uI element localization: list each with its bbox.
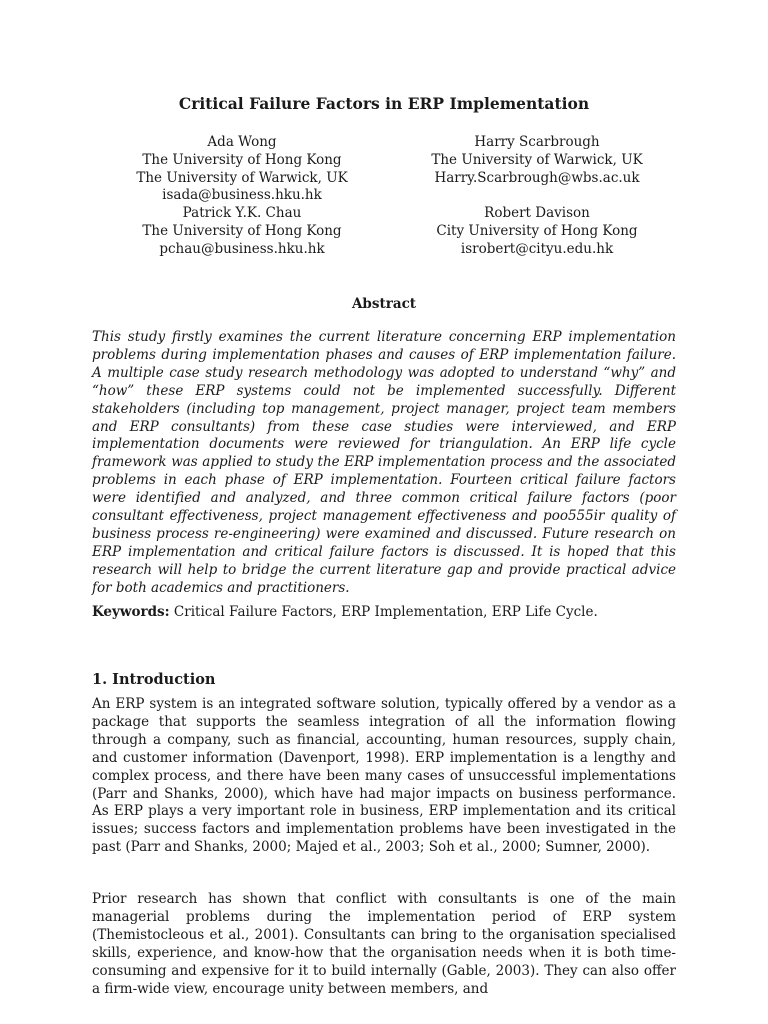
author-column-right xyxy=(392,134,682,259)
author-affiliation: The University of Hong Kong xyxy=(142,151,342,168)
body-paragraph: An ERP system is an integrated software solution, typically offered by a vendor as a package that supports the seamless integration of all the information flowing through a company, such as financial, accounting, human resources, supply chain, and customer information (Davenport, 1998). ERP implementation is a lengthy and complex process, and there have been many cases of unsuccessful implementations (Parr and Shanks, 2000), which have had major impacts on business performance. As ERP plays a very important role in business, ERP implementation and its critical issues; success factors and implementation problems have been investigated in the past (Parr and Shanks, 2000; Majed et al., 2003; Soh et al., 2000; Sumner, 2000). xyxy=(92,696,676,856)
author-email: Harry.Scarbrough@wbs.ac.uk xyxy=(434,169,640,186)
author-email: isrobert@cityu.edu.hk xyxy=(460,240,614,257)
paper-title: Critical Failure Factors in ERP Implementation xyxy=(178,94,590,113)
author-name: Robert Davison xyxy=(484,205,590,222)
keywords-text: Critical Failure Factors, ERP Implementation, ERP Life Cycle. xyxy=(169,604,598,620)
abstract-heading: Abstract xyxy=(351,296,417,312)
author-email: pchau@business.hku.hk xyxy=(159,240,325,257)
author-email: isada@business.hku.hk xyxy=(162,187,322,204)
author-block xyxy=(92,134,676,264)
keywords-line xyxy=(92,603,676,621)
author-affiliation: The University of Warwick, UK xyxy=(136,169,348,186)
abstract-text: This study firstly examines the current literature concerning ERP implementation problems during implementation phases and causes of ERP implementation failure. A multiple case study research methodology was adopted to understand “why” and “how” these ERP systems could not be implemented successfully. Different stakeholders (including top management, project manager, project team members and ERP consultants) from these case studies were interviewed, and ERP implementation documents were reviewed for triangulation. An ERP life cycle framework was applied to study the ERP implementation process and the associated problems in each phase of ERP implementation. Fourteen critical failure factors were identified and analyzed, and three common critical failure factors (poor consultant effectiveness, project management effectiveness and poo555ir quality of business process re-engineering) were examined and discussed. Future research on ERP implementation and critical failure factors is discussed. It is hoped that this research will help to bridge the current literature gap and provide practical advice for both academics and practitioners. xyxy=(92,329,676,596)
document-page xyxy=(92,0,676,1024)
author-affiliation: The University of Warwick, UK xyxy=(431,151,643,168)
author-affiliation: City University of Hong Kong xyxy=(436,222,638,239)
author-spacer xyxy=(392,187,682,205)
body-paragraph: Prior research has shown that conflict with consultants is one of the main managerial problems during the implementation period of ERP system (Themistocleous et al., 2001). Consultants can bring to the organisation specialised skills, experience, and know-how that the organisation needs when it is both time-consuming and expensive for it to build internally (Gable, 2003). They can also offer a firm-wide view, encourage unity between members, and xyxy=(92,891,676,997)
author-name: Patrick Y.K. Chau xyxy=(182,205,302,222)
author-affiliation: The University of Hong Kong xyxy=(142,222,342,239)
author-name: Ada Wong xyxy=(207,134,277,150)
author-column-left xyxy=(92,134,392,259)
author-name: Harry Scarbrough xyxy=(474,134,600,150)
keywords-label: Keywords: xyxy=(92,604,170,620)
section-heading: 1. Introduction xyxy=(92,671,216,688)
